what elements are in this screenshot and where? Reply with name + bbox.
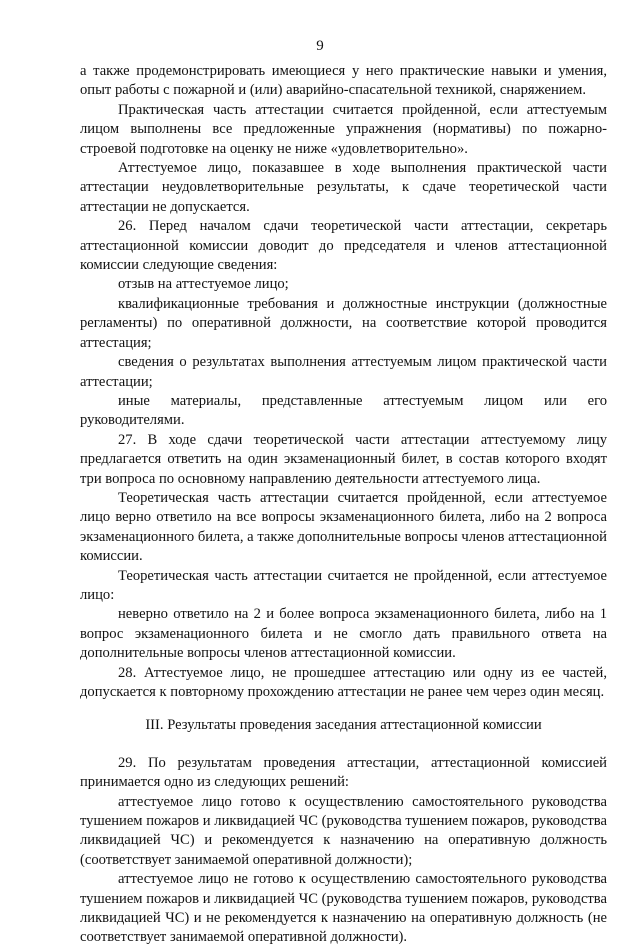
paragraph-item-27: 27. В ходе сдачи теоретической части аттестации аттестуемому лицу предлагается ответить на один экзаменационный билет, в состав которого входят три вопроса по основному направлению деятельности аттестуемого лица. (80, 431, 607, 487)
paragraph-continuation: а также продемонстрировать имеющиеся у него практические навыки и умения, опыт работы с пожарной и (или) аварийно-спасательной техникой, снаряжением. (80, 63, 607, 99)
paragraph-theory-condition: неверно ответило на 2 и более вопроса экзаменационного билета, либо на 1 вопрос экзаменационного билета и не смогло дать правильного ответа на дополнительные вопросы членов аттестационной комиссии. (80, 606, 607, 662)
paragraph-theory-passed: Теоретическая часть аттестации считается пройденной, если аттестуемое лицо верно ответило на все вопросы экзаменационного билета, либо на 2 вопроса экзаменационного билета, а также дополнительные вопросы членов аттестационной комиссии. (80, 489, 607, 565)
paragraph-item-26: 26. Перед началом сдачи теоретической части аттестации, секретарь аттестационной комиссии доводит до председателя и членов аттестационной комиссии следующие сведения: (80, 218, 607, 274)
paragraph-item-29: 29. По результатам проведения аттестации, аттестационной комиссией принимается одно из следующих решений: (80, 754, 607, 791)
document-body (80, 62, 607, 948)
paragraph-item-28: 28. Аттестуемое лицо, не прошедшее аттестацию или одну из ее частей, допускается к повторному прохождению аттестации не ранее чем через один месяц. (80, 664, 607, 700)
page-number: 9 (316, 38, 324, 54)
section-heading: III. Результаты проведения заседания аттестационной комиссии (145, 717, 542, 734)
paragraph-theory-not-passed: Теоретическая часть аттестации считается не пройденной, если аттестуемое лицо: (80, 567, 607, 603)
decision-not-ready: аттестуемое лицо не готово к осуществлению самостоятельного руководства тушением пожаров и ликвидацией ЧС (руководства тушением пожаров, руководства ликвидацией ЧС) и не рекомендуется к назначению на оперативную должность (не соответствует занимаемой оперативной должности). (80, 871, 607, 946)
list-item-qualification: квалификационные требования и должностные инструкции (должностные регламенты) по оперативной должности, на соответствие которой проводится аттестация; (80, 295, 607, 351)
list-item-review: отзыв на аттестуемое лицо; (118, 276, 289, 293)
decision-ready: аттестуемое лицо готово к осуществлению самостоятельного руководства тушением пожаров и ликвидацией ЧС (руководства тушением пожаров, руководства ликвидацией ЧС) и рекомендуется к назначению на оперативную должность (соответствует занимаемой оперативной должности); (80, 793, 607, 868)
paragraph-practical-failed: Аттестуемое лицо, показавшее в ходе выполнения практической части аттестации неудовлетворительные результаты, к сдаче теоретической части аттестации не допускается. (80, 160, 607, 215)
list-item-practical-results: сведения о результатах выполнения аттестуемым лицом практической части аттестации; (80, 354, 607, 390)
paragraph-practical-passed: Практическая часть аттестации считается пройденной, если аттестуемым лицом выполнены все предложенные упражнения (нормативы) по пожарно-строевой подготовке на оценку не ниже «удовлетворительно». (80, 101, 607, 157)
list-item-other-materials: иные материалы, представленные аттестуемым лицом или его руководителями. (80, 392, 607, 429)
